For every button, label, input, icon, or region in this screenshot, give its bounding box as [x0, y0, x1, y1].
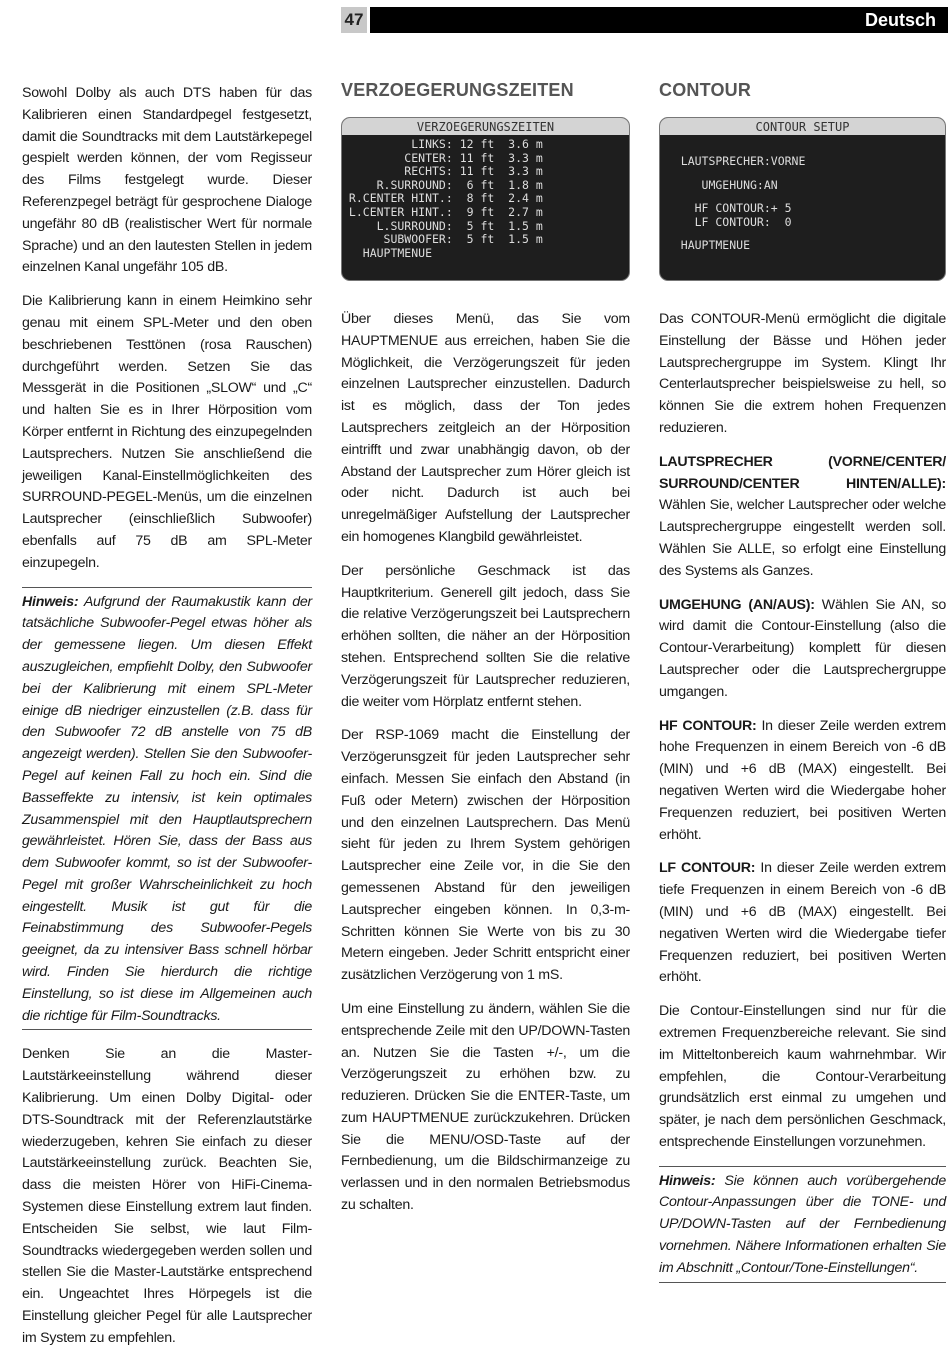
screen-row: L.CENTER HINT.: 9 ft 2.7 m	[342, 204, 543, 219]
page-number: 47	[341, 7, 367, 33]
note-box	[659, 1166, 946, 1283]
paragraph: Sowohl Dolby als auch DTS haben für das Kalibrieren einen Standardpegel festgesetzt, damit die Soundtracks mit dem Lautstärkepegel gespielt werden können, der vom Regisseur des Films festgelegt wurde. Dieser Referenzpegel beträgt für gesprochene Dialoge ungefähr 80 dB (realistischer Wert für normale Sprache) und an den lautesten Stellen in jedem einzelnen Kanal ungefähr 105 dB.	[22, 85, 312, 276]
term-label: LAUTSPRECHER (VORNE/CENTER/ SURROUND/CENTER HINTEN/ALLE):	[659, 453, 946, 492]
language-header: Deutsch	[370, 7, 948, 33]
term-label: UMGEHUNG (AN/AUS):	[659, 596, 815, 613]
paragraph: Um eine Einstellung zu ändern, wählen Sie die entsprechende Zeile mit den UP/DOWN-Tasten an. Nutzen Sie die Tasten +/-, um die Verzögerungszeit zu erhöhen bzw. zu reduzieren. Drücken Sie die ENTER-Taste, um zum HAUPTMENUE zurückzukehren. Drücken Sie die MENU/OSD-Taste auf der Fernbedienung, um die Bildschirmanzeige zu verlassen und in den normalen Betriebsmodus zu schalten.	[341, 1000, 630, 1214]
note-label: Hinweis:	[22, 593, 79, 610]
screen-row: SUBWOOFER: 5 ft 1.5 m	[342, 232, 543, 247]
column-left	[22, 83, 312, 1362]
screen-row: L.SURROUND: 5 ft 1.5 m	[342, 218, 543, 233]
screen-row: R.CENTER HINT.: 8 ft 2.4 m	[342, 191, 543, 206]
term-text: In dieser Zeile werden extrem hohe Frequenzen in einem Bereich von -6 dB (MIN) und +6 dB (MAX) eingestellt. Bei negativen Werten wird die Wiedergabe hoher Frequenzen reduziert, bei positiven Werten erhöht.	[659, 717, 947, 843]
section-heading: CONTOUR	[659, 80, 752, 100]
note-label: Hinweis:	[659, 1172, 716, 1189]
term-text: In dieser Zeile werden extrem tiefe Frequenzen in einem Bereich von -6 dB (MIN) und +6 dB (MAX) eingestellt. Bei negativen Werten wird die Wiedergabe tiefer Frequenzen reduziert, bei positiven Werten erhöht.	[659, 860, 947, 986]
term-text: Wählen Sie, welcher Lautsprecher oder welche Lautsprechergruppe eingestellt werden soll. Wählen Sie ALLE, so erfolgt eine Einstellung des Systems als Ganzes.	[659, 497, 946, 579]
paragraph: Denken Sie an die Master-Lautstärkeeinstellung während dieser Kalibrierung. Um einen Dolby Digital- oder DTS-Soundtrack mit der Referenzlautstärke wiederzugeben, kehren Sie einfach zu dieser Lautstärkeeinstellung zurück. Beachten Sie, dass die meisten Hörer von HiFi-Cinema-Systemen diese Einstellung extrem laut finden. Entscheiden Sie selbst, wie laut Film-Soundtracks wiedergegeben werden sollen und stellen Sie die Master-Lautstärke entsprechend ein. Ungeachtet Ihres Hörpegels ist die Einstellung gleicher Pegel für alle Lautsprecher im System zu empfehlen.	[22, 1046, 312, 1346]
term-label: LF CONTOUR:	[659, 860, 756, 877]
screen-row: HAUPTMENUE	[660, 238, 751, 253]
term-label: HF CONTOUR:	[659, 717, 757, 734]
term-text: Wählen Sie AN, so wird damit die Contour-Einstellung (also die Contour-Verarbeitung) komplett für diesen Lautsprecher oder die Lautsprechergruppe umgangen.	[659, 596, 946, 700]
screen-row: LF CONTOUR: 0	[660, 214, 792, 229]
osd-screen-contour	[659, 117, 946, 281]
screen-row: CENTER: 11 ft 3.3 m	[342, 150, 543, 165]
paragraph: Der RSP-1069 macht die Einstellung der Verzögerunsgzeit für jeden Lautsprecher sehr einfach. Messen Sie einfach den Abstand (in Fuß oder Metern) zwischen der Hörposition und den einzelnen Lautsprechern. Das Menü sieht für jeden zu Ihrem System gehörigen Lautsprecher eine Zeile vor, in die Sie den gemessenen Abstand für den jeweiligen Lautsprecher eingeben können. In 0,3-m-Schritten können Sie Werte von bis zu 30 Metern eingeben. Jeder Schritt entspricht einer zusätzlichen Verzögerung von 1 mS.	[341, 727, 630, 984]
screen-row: LAUTSPRECHER:VORNE	[660, 154, 806, 168]
screen-row: HAUPTMENUE	[342, 245, 433, 260]
screen-row: RECHTS: 11 ft 3.3 m	[342, 164, 543, 179]
note-box	[22, 587, 312, 1031]
column-right	[659, 80, 946, 1297]
section-heading: VERZOEGERUNGSZEITEN	[341, 80, 574, 100]
paragraph: Die Kalibrierung kann in einem Heimkino sehr genau mit einem SPL-Meter und den oben beschriebenen Testtönen (rosa Rauschen) durchgeführt werden. Setzen Sie das Messgerät in die Positionen „SLOW“ und „C“ und halten Sie es in Ihrer Hörposition vom Körper entfernt in Richtung des einzupegelnden Lautsprechers. Nutzen Sie anschließend die jeweiligen Kanal-Einstellmöglichkeiten des SURROUND-PEGEL-Menüs, um die einzelnen Lautsprecher (einschließlich Subwoofer) ebenfalls auf 75 dB am SPL-Meter einzupegeln.	[22, 293, 312, 571]
screen-title: VERZOEGERUNGSZEITEN	[342, 118, 629, 135]
screen-title: CONTOUR SETUP	[660, 118, 945, 135]
paragraph: Das CONTOUR-Menü ermöglicht die digitale Einstellung der Bässe und Höhen jeder Lautsprechergruppe im System. Klingt Ihr Centerlautsprecher beispielsweise zu hell, so können Sie die extrem hohen Frequenzen reduzieren.	[659, 311, 946, 436]
screen-row: LINKS: 12 ft 3.6 m	[342, 137, 543, 151]
osd-screen-delay	[341, 117, 630, 281]
note-text: Aufgrund der Raumakustik kann der tatsächliche Subwoofer-Pegel etwas höher als der gemessene liegen. Um diesen Effekt auszugleichen, empfiehlt Dolby, den Subwoofer bei der Kalibrierung mit einem SPL-Meter einige dB niedriger einzustellen (z.B. dass für den Subwoofer 72 dB anstelle von 75 dB angezeigt werden). Stellen Sie den Subwoofer-Pegel auf keinen Fall zu hoch ein. Sind die Basseffekte zu intensiv, ist kein optimales Zusammenspiel mit den Hauptlautsprechern gewährleistet. Hören Sie, dass der Bass aus dem Subwoofer kommt, so ist der Subwoofer-Pegel mit großer Wahrscheinlichkeit zu hoch eingestellt. Musik ist gut für die Feinabstimmung des Subwoofer-Pegels geeignet, da zu intensiver Bass schnell hörbar wird. Finden Sie hierdurch die richtige Einstellung, so ist diese im Allgemeinen auch die richtige für Film-Soundtracks.	[22, 593, 312, 1024]
screen-row: UMGEHUNG:AN	[660, 177, 778, 192]
paragraph: Der persönliche Geschmack ist das Hauptkriterium. Generell gilt jedoch, dass Sie die relative Verzögerungszeit bei Lautsprechern erhöhen sollten, die näher an der Hörposition stehen. Entsprechend sollten Sie die relative Verzögerungszeit für Lautsprecher reduzieren, die weiter vom Hörplatz entfernt stehen.	[341, 562, 630, 710]
paragraph: Die Contour-Einstellungen sind nur für die extremen Frequenzbereiche relevant. Sie sind im Mitteltonbereich kaum wahrnehmbar. Wir empfehlen, die Contour-Verarbeitung grundsätzlich erst einmal zu umgehen und später, je nach dem persönlichen Geschmack, entsprechende Einstellungen vorzunehmen.	[659, 1003, 946, 1150]
note-text: Sie können auch vorübergehende Contour-Anpassungen über die TONE- und UP/DOWN-Tasten auf der Fernbedienung vornehmen. Nähere Informationen erhalten Sie im Abschnitt „Contour/Tone-Einstellungen“.	[659, 1172, 946, 1276]
paragraph: Über dieses Menü, das Sie vom HAUPTMENUE aus erreichen, haben Sie die Möglichkeit, die Verzögerungszeit für jeden einzelnen Lautsprecher einzustellen. Dadurch ist es möglich, dass der Ton jedes Lautsprechers zeitgleich an der Hörposition eintrifft und zwar unabhängig davon, ob der Abstand der Lautsprecher zum Hörer gleich ist oder nicht. Dadurch ist auch bei unregelmäßiger Aufstellung der Lautsprecher ein homogenes Klangbild gewährleistet.	[341, 311, 630, 545]
screen-row: R.SURROUND: 6 ft 1.8 m	[342, 177, 543, 192]
screen-row: HF CONTOUR:+ 5	[660, 201, 792, 216]
column-middle	[341, 80, 630, 1229]
